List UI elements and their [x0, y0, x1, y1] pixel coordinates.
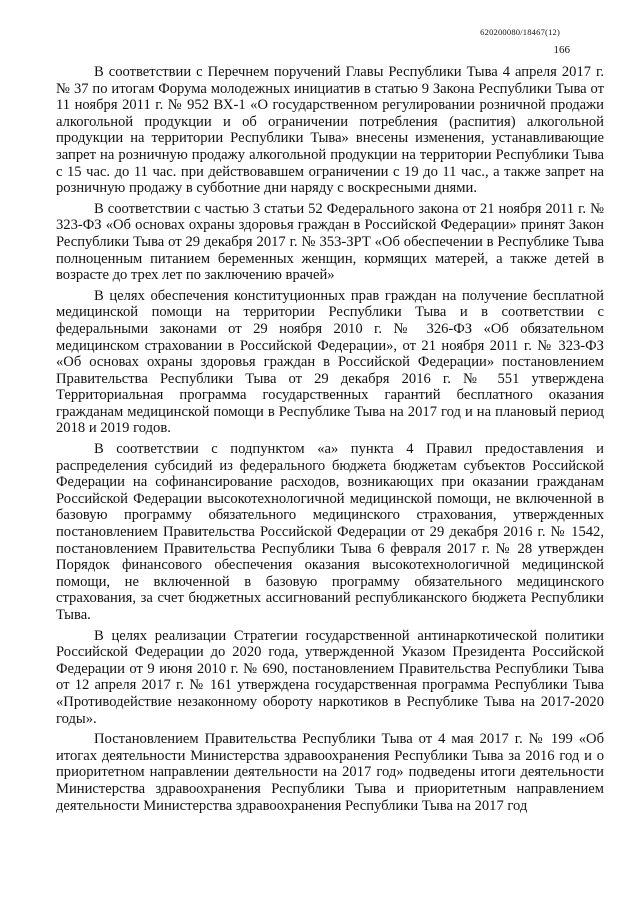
paragraph-high-tech-care: В соответствии с подпунктом «а» пункта 4 Правил предоставления и распределения субсидий из федерального бюджета бюджетам субъектов Российской Федерации на софинансирование расходов, возникающих при оказании гражданам Российской Федерации высокотехнологичной медицинской помощи, не включенной в базовую программу обязательного медицинского страхования, утвержденных постановлением Правительства Российской Федерации от 29 декабря 2016 г. № 1542, постановлением Правительства Республики Тыва 6 февраля 2017 г. № 28 утвержден Порядок финансового обеспечения оказания высокотехнологичной медицинской помощи, не включенной в базовую программу обязательного медицинского страхования, за счет бюджетных ассигнований республиканского бюджета Республики Тыва.: [56, 441, 604, 623]
paragraph-nutrition-law: В соответствии с частью 3 статьи 52 Федерального закона от 21 ноября 2011 г. № 323-ФЗ «Об основах охраны здоровья граждан в Российской Федерации» принят Закон Республики Тыва от 29 декабря 2017 г. № 353-ЗРТ «Об обеспечении в Республике Тыва полноценным питанием беременных женщин, кормящих матерей, а также детей в возрасте до трех лет по заключению врачей»: [56, 200, 604, 284]
paragraph-territorial-program: В целях обеспечения конституционных прав граждан на получение бесплатной медицинской помощи на территории Республики Тыва и в соответствии с федеральными законами от 29 ноября 2010 г. № 326-ФЗ «Об обязательном медицинском страховании в Российской Федерации», от 21 ноября 2011 г. № 323-ФЗ «Об основах охраны здоровья граждан в Российской Федерации» постановлением Правительства Республики Тыва от 29 декабря 2016 г. № 551 утверждена Территориальная программа государственных гарантий бесплатного оказания гражданам медицинской помощи в Республике Тыва на 2017 год и на плановый период 2018 и 2019 годов.: [56, 287, 604, 437]
document-body: [56, 64, 604, 818]
document-code: 620200080/18467(12): [480, 27, 560, 37]
paragraph-ministry-results: Постановлением Правительства Республики Тыва от 4 мая 2017 г. № 199 «Об итогах деятельности Министерства здравоохранения Республики Тыва за 2016 год и о приоритетном направлении деятельности на 2017 год» подведены итоги деятельности Министерства здравоохранения Республики Тыва и приоритетным направлением деятельности Министерства здравоохранения Республики Тыва на 2017 год: [56, 731, 604, 814]
page-number: 166: [553, 44, 570, 56]
paragraph-antidrug-program: В целях реализации Стратегии государственной антинаркотической политики Российской Федерации до 2020 года, утвержденной Указом Президента Российской Федерации от 9 июня 2010 г. № 690, постановлением Правительства Республики Тыва от 12 апреля 2017 г. № 161 утверждена государственная программа Республики Тыва «Противодействие незаконному обороту наркотиков в Республике Тыва на 2017-2020 годы».: [56, 627, 604, 727]
paragraph-alcohol-restriction: В соответствии с Перечнем поручений Главы Республики Тыва 4 апреля 2017 г. № 37 по итогам Форума молодежных инициатив в статью 9 Закона Республики Тыва от 11 ноября 2011 г. № 952 ВХ-1 «О государственном регулировании розничной продажи алкогольной продукции и об ограничении потребления (распития) алкогольной продукции на территории Республики Тыва» внесены изменения, устанавливающие запрет на розничную продажу алкогольной продукции на территории Республики Тыва с 15 час. до 11 час. при действовавшем ограничении с 19 до 11 час., а также запрет на розничную продажу в субботние дни наряду с воскресными днями.: [56, 64, 604, 197]
